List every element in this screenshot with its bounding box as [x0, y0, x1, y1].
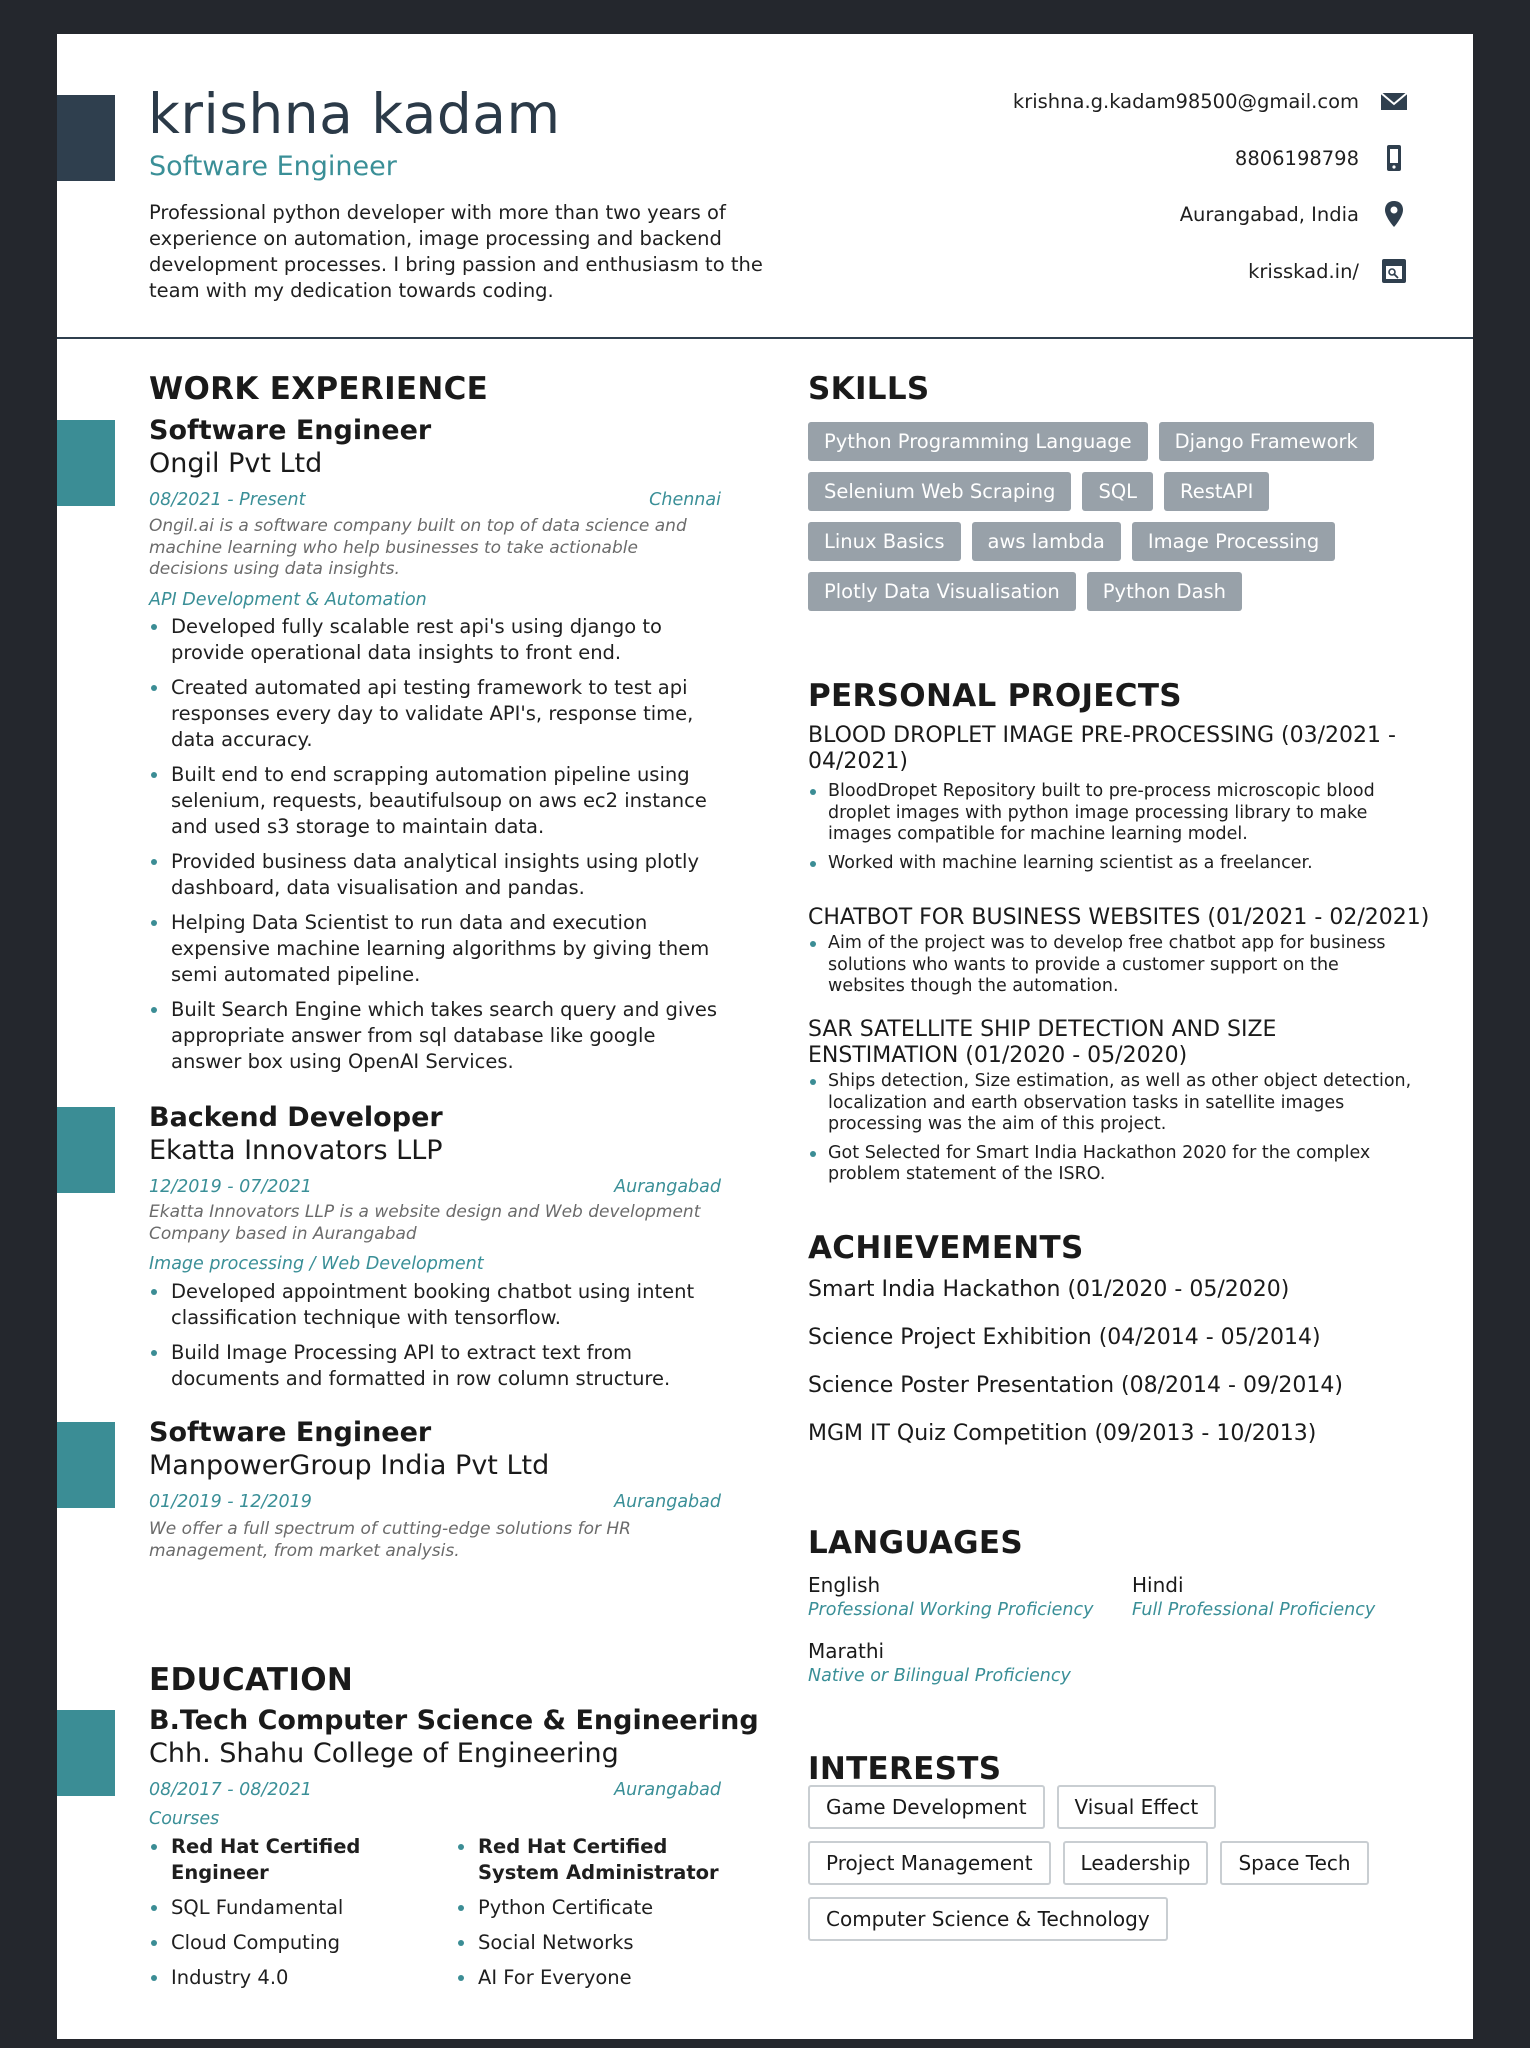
- project-bullets: [808, 1071, 1418, 1193]
- interest-tag: Leadership: [1063, 1841, 1209, 1885]
- school-name: Chh. Shahu College of Engineering: [149, 1738, 619, 1769]
- education-accent-bar: [57, 1710, 115, 1796]
- envelope-icon: [1379, 86, 1409, 116]
- degree-title: B.Tech Computer Science & Engineering: [149, 1705, 759, 1736]
- contact-location: [849, 199, 1409, 229]
- list-item: BloodDropet Repository built to pre-process microscopic blood droplet images with python image processing library to make images compatible for machine learning model.: [808, 781, 1408, 846]
- phone-icon: [1379, 143, 1409, 173]
- job-subhead: Image processing / Web Development: [149, 1254, 484, 1274]
- list-item: Industry 4.0: [149, 1965, 439, 1991]
- list-item: Cloud Computing: [149, 1930, 439, 1956]
- contact-email-text: krishna.g.kadam98500@gmail.com: [1012, 89, 1359, 113]
- skill-tag: Image Processing: [1132, 522, 1335, 561]
- list-item: Red Hat Certified System Administrator: [456, 1834, 721, 1886]
- interest-tag: Project Management: [808, 1841, 1051, 1885]
- job-company: ManpowerGroup India Pvt Ltd: [149, 1450, 550, 1481]
- language-name: Marathi: [808, 1639, 885, 1663]
- skill-tag: Linux Basics: [808, 522, 961, 561]
- contact-location-text: Aurangabad, India: [1179, 202, 1359, 226]
- list-item: Python Certificate: [456, 1895, 721, 1921]
- education-heading: EDUCATION: [149, 1662, 354, 1698]
- job-title: Backend Developer: [149, 1102, 443, 1133]
- courses-label: Courses: [149, 1809, 220, 1829]
- job-dates: 08/2021 - Present: [149, 490, 306, 510]
- language-name: English: [808, 1573, 881, 1597]
- skill-tag: Plotly Data Visualisation: [808, 572, 1076, 611]
- job-accent-bar: [57, 1422, 115, 1508]
- resume-page: [57, 34, 1473, 2039]
- list-item: Built end to end scrapping automation pipeline using selenium, requests, beautifulsoup on aws ec2 instance and used s3 storage to maintain data.: [149, 762, 721, 840]
- job-subhead: API Development & Automation: [149, 590, 427, 610]
- candidate-role: Software Engineer: [149, 151, 397, 182]
- list-item: Developed appointment booking chatbot using intent classification technique with tensorflow.: [149, 1279, 721, 1331]
- language-level: Full Professional Proficiency: [1132, 1600, 1376, 1620]
- work-experience-heading: WORK EXPERIENCE: [149, 371, 489, 407]
- interest-tag: Visual Effect: [1057, 1785, 1217, 1829]
- list-item: Got Selected for Smart India Hackathon 2020 for the complex problem statement of the ISRO.: [808, 1143, 1418, 1186]
- achievement-item: MGM IT Quiz Competition (09/2013 - 10/2013): [808, 1421, 1317, 1446]
- job-description: We offer a full spectrum of cutting-edge solutions for HR management, from market analysis.: [149, 1519, 631, 1561]
- job-title: Software Engineer: [149, 1417, 432, 1448]
- project-bullets: [808, 781, 1408, 881]
- web-link-icon: [1379, 256, 1409, 286]
- education-location: Aurangabad: [614, 1780, 721, 1800]
- project-title: SAR SATELLITE SHIP DETECTION AND SIZE ENSTIMATION (01/2020 - 05/2020): [808, 1017, 1277, 1068]
- language-level: Professional Working Proficiency: [808, 1600, 1094, 1620]
- list-item: Helping Data Scientist to run data and execution expensive machine learning algorithms by giving them semi automated pipeline.: [149, 910, 721, 988]
- interest-tag: Computer Science & Technology: [808, 1897, 1168, 1941]
- interests-heading: INTERESTS: [808, 1751, 1002, 1787]
- interest-tag: Game Development: [808, 1785, 1045, 1829]
- job-title: Software Engineer: [149, 415, 432, 446]
- project-title: BLOOD DROPLET IMAGE PRE-PROCESSING (03/2021 - 04/2021): [808, 723, 1396, 774]
- achievement-item: Science Project Exhibition (04/2014 - 05/2014): [808, 1325, 1321, 1350]
- header-divider: [57, 337, 1473, 339]
- job-dates: 01/2019 - 12/2019: [149, 1492, 312, 1512]
- language-item: [808, 1573, 1093, 1620]
- language-item: [808, 1639, 1071, 1686]
- job-accent-bar: [57, 1107, 115, 1193]
- education-meta: [149, 1780, 721, 1800]
- achievement-item: Smart India Hackathon (01/2020 - 05/2020): [808, 1277, 1290, 1302]
- interests-tag-list: [808, 1785, 1428, 1941]
- list-item: Created automated api testing framework to test api responses every day to validate API's, response time, data accuracy.: [149, 675, 721, 753]
- interest-tag: Space Tech: [1220, 1841, 1368, 1885]
- skill-tag: aws lambda: [972, 522, 1121, 561]
- achievement-item: Science Poster Presentation (08/2014 - 09/2014): [808, 1373, 1343, 1398]
- list-item: Build Image Processing API to extract text from documents and formatted in row column structure.: [149, 1340, 721, 1392]
- job-company: Ekatta Innovators LLP: [149, 1135, 443, 1166]
- skill-tag: SQL: [1082, 472, 1153, 511]
- list-item: Developed fully scalable rest api's using django to provide operational data insights to front end.: [149, 614, 721, 666]
- job-location: Aurangabad: [614, 1177, 721, 1197]
- job-description: Ongil.ai is a software company built on top of data science and machine learning who help businesses to take actionable decisions using data insights.: [149, 516, 687, 579]
- language-level: Native or Bilingual Proficiency: [808, 1666, 1071, 1686]
- project-title: CHATBOT FOR BUSINESS WEBSITES (01/2021 - 02/2021): [808, 905, 1430, 930]
- job-dates: 12/2019 - 07/2021: [149, 1177, 312, 1197]
- job-location: Aurangabad: [614, 1492, 721, 1512]
- list-item: Red Hat Certified Engineer: [149, 1834, 439, 1886]
- skill-tag: Django Framework: [1159, 422, 1374, 461]
- languages-heading: LANGUAGES: [808, 1525, 1023, 1561]
- list-item: SQL Fundamental: [149, 1895, 439, 1921]
- list-item: Provided business data analytical insights using plotly dashboard, data visualisation and pandas.: [149, 849, 721, 901]
- candidate-name: krishna kadam: [148, 82, 561, 146]
- courses-left: [149, 1834, 439, 2000]
- language-item: [1132, 1573, 1375, 1620]
- project-bullets: [808, 933, 1408, 1005]
- profile-summary: Professional python developer with more than two years of experience on automation, image processing and backend development processes. I bring passion and enthusiasm to the team with my dedication towards coding.: [149, 201, 763, 302]
- job-meta: [149, 1177, 721, 1197]
- list-item: Worked with machine learning scientist as a freelancer.: [808, 853, 1408, 875]
- contact-email[interactable]: [849, 86, 1409, 116]
- list-item: Aim of the project was to develop free chatbot app for business solutions who wants to provide a customer support on the websites though the automation.: [808, 933, 1408, 998]
- job-meta: [149, 490, 721, 510]
- skill-tag: Python Programming Language: [808, 422, 1148, 461]
- skills-heading: SKILLS: [808, 371, 930, 407]
- list-item: Ships detection, Size estimation, as well as other object detection, localization and earth observation tasks in satellite images processing was the aim of this project.: [808, 1071, 1418, 1136]
- list-item: Built Search Engine which takes search query and gives appropriate answer from sql database like google answer box using OpenAI Services.: [149, 997, 721, 1075]
- projects-heading: PERSONAL PROJECTS: [808, 678, 1182, 714]
- achievements-heading: ACHIEVEMENTS: [808, 1230, 1084, 1266]
- header-accent-bar: [57, 95, 115, 181]
- contact-phone[interactable]: [849, 143, 1409, 173]
- job-bullets: [149, 1279, 721, 1401]
- education-dates: 08/2017 - 08/2021: [149, 1780, 312, 1800]
- job-meta: [149, 1492, 721, 1512]
- job-accent-bar: [57, 420, 115, 506]
- contact-website[interactable]: [849, 256, 1409, 286]
- courses-right: [456, 1834, 721, 2000]
- job-bullets: [149, 614, 721, 1084]
- location-pin-icon: [1379, 199, 1409, 229]
- job-description: Ekatta Innovators LLP is a website design and Web development Company based in Aurangabad: [149, 1202, 701, 1244]
- job-location: Chennai: [649, 490, 721, 510]
- skill-tag: Python Dash: [1087, 572, 1242, 611]
- list-item: Social Networks: [456, 1930, 721, 1956]
- contact-phone-text: 8806198798: [1234, 146, 1359, 170]
- contact-website-text: krisskad.in/: [1248, 259, 1359, 283]
- skill-tag: RestAPI: [1164, 472, 1269, 511]
- language-name: Hindi: [1132, 1573, 1184, 1597]
- skill-tag: Selenium Web Scraping: [808, 472, 1071, 511]
- list-item: AI For Everyone: [456, 1965, 721, 1991]
- job-company: Ongil Pvt Ltd: [149, 448, 323, 479]
- skills-tag-list: [808, 422, 1428, 611]
